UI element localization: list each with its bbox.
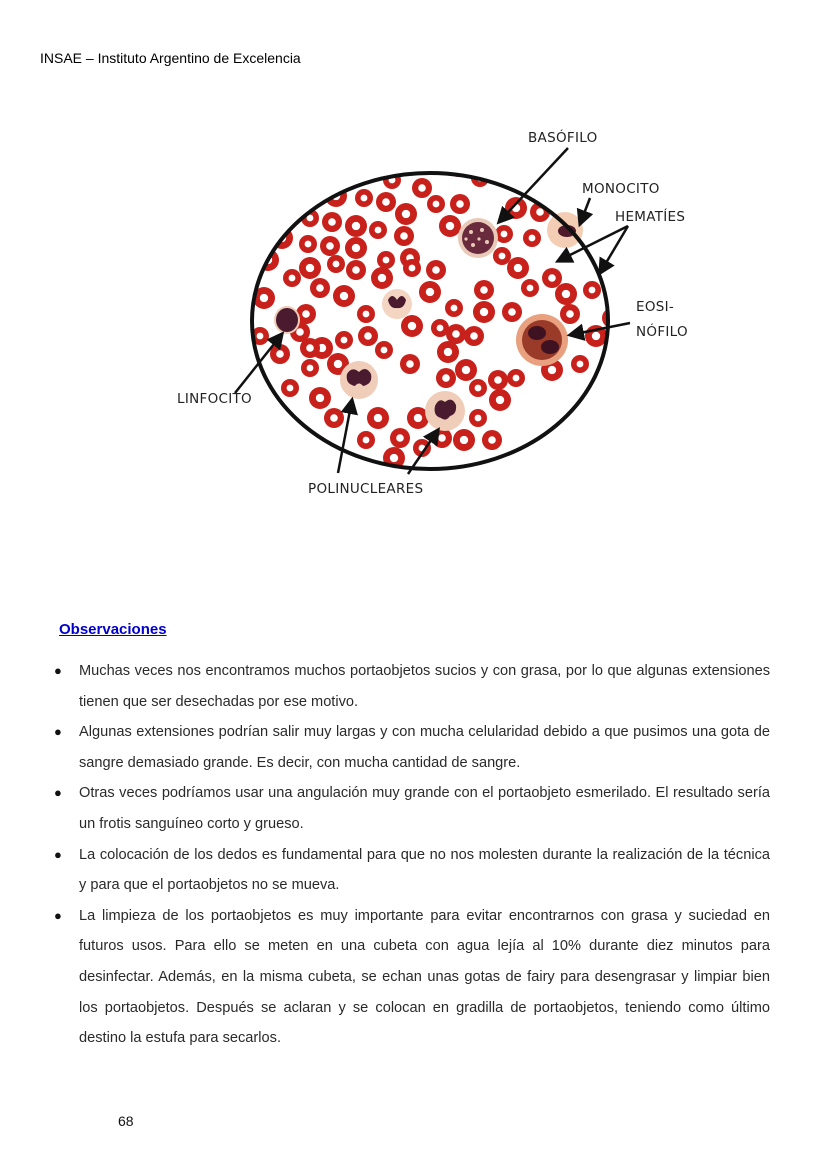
red-blood-cell [430, 152, 450, 172]
list-item-text: Otras veces podríamos usar una angulación muy grande con el portaobjeto esmerilado. El resultado sería un frotis sanguíneo corto y grueso. [79, 785, 770, 832]
red-blood-cell [412, 178, 432, 198]
red-blood-cell [333, 285, 355, 307]
red-blood-cell [324, 408, 344, 428]
observaciones-heading: Observaciones [59, 621, 167, 638]
red-blood-cell [507, 257, 529, 279]
red-blood-cell [583, 281, 601, 299]
blood-smear-figure [160, 118, 720, 508]
red-blood-cell [309, 387, 331, 409]
red-blood-cell [571, 355, 589, 373]
list-item [48, 656, 770, 717]
red-blood-cell [560, 304, 580, 324]
polynuclear-cell-3 [425, 391, 465, 431]
red-blood-cell [369, 221, 387, 239]
list-item [48, 901, 770, 1054]
list-item [48, 840, 770, 901]
list-item-text: La limpieza de los portaobjetos es muy importante para evitar encontrarnos con grasa y suciedad en futuros usos. Para ello se meten en una cubeta con agua lejía al 10% durante diez minutos para desinfectar. Además, en la misma cubeta, se echan unas gotas de fairy para desengrasar y limpiar bien los portaobjetos. Después se aclaran y se colocan en gradilla de portaobjetos, teniendo como último destino la estufa para secarlos. [79, 907, 770, 1047]
page-header: INSAE – Instituto Argentino de Excelencia [40, 50, 301, 66]
red-blood-cell [345, 215, 367, 237]
red-blood-cell [453, 429, 475, 451]
red-blood-cell [390, 428, 410, 448]
list-item-text: Muchas veces nos encontramos muchos portaobjetos sucios y con grasa, por lo que algunas extensiones tienen que ser desechadas por ese motivo. [79, 663, 770, 710]
list-item-text: Algunas extensiones podrían salir muy largas y con mucha celularidad debido a que pusimos una gota de sangre demasiado grande. Es decir, con mucha cantidad de sangre. [79, 724, 770, 771]
red-blood-cell [281, 379, 299, 397]
red-blood-cell [436, 368, 456, 388]
red-blood-cell [346, 260, 366, 280]
red-blood-cell [357, 305, 375, 323]
red-blood-cell [439, 215, 461, 237]
list-item [48, 717, 770, 778]
red-blood-cell [299, 257, 321, 279]
red-blood-cell [474, 280, 494, 300]
red-blood-cell [371, 267, 393, 289]
red-blood-cell [320, 236, 340, 256]
red-blood-cell [357, 431, 375, 449]
red-blood-cell [493, 247, 511, 265]
red-blood-cell [300, 338, 320, 358]
arrow-monocito [580, 198, 590, 224]
red-blood-cell [335, 331, 353, 349]
red-blood-cell [310, 278, 330, 298]
red-blood-cell [446, 324, 466, 344]
label-monocito: MONOCITO [582, 181, 660, 197]
red-blood-cell [375, 341, 393, 359]
eosinophil-cell [516, 314, 568, 366]
red-blood-cell [523, 229, 541, 247]
bullet-icon: ● [54, 846, 62, 862]
bullet-icon: ● [54, 663, 62, 678]
label-eosinofilo-1: EOSI- [636, 299, 675, 315]
red-blood-cell [394, 226, 414, 246]
red-blood-cell [505, 197, 527, 219]
red-blood-cell [427, 195, 445, 213]
red-blood-cell [445, 299, 463, 317]
label-linfocito: LINFOCITO [177, 391, 252, 407]
red-blood-cell [377, 251, 395, 269]
red-blood-cell [345, 237, 367, 259]
red-blood-cell [469, 379, 487, 397]
label-polinucleares: POLINUCLEARES [308, 481, 424, 497]
red-blood-cell [555, 283, 577, 305]
blood-smear-illustration [160, 118, 720, 508]
monocyte-cell [547, 212, 583, 248]
red-blood-cell [327, 255, 345, 273]
red-blood-cell [401, 315, 423, 337]
label-eosinofilo-2: NÓFILO [636, 324, 688, 340]
polynuclear-cell-1 [382, 289, 412, 319]
label-basofilo: BASÓFILO [528, 130, 598, 146]
bullet-icon: ● [54, 785, 62, 801]
red-blood-cell [507, 369, 525, 387]
red-blood-cell [400, 354, 420, 374]
bullet-icon: ● [54, 907, 62, 923]
red-blood-cell [521, 279, 539, 297]
polynuclear-cell-2 [340, 361, 378, 399]
red-blood-cell [419, 281, 441, 303]
red-blood-cell [542, 268, 562, 288]
red-blood-cell [437, 341, 459, 363]
red-blood-cell [455, 359, 477, 381]
label-hematies: HEMATÍES [615, 209, 686, 225]
red-blood-cell [482, 430, 502, 450]
page-number: 68 [118, 1113, 134, 1129]
red-blood-cell [301, 359, 319, 377]
bullet-icon: ● [54, 724, 62, 740]
red-blood-cell [283, 269, 301, 287]
red-blood-cell [473, 301, 495, 323]
red-blood-cell [395, 203, 417, 225]
red-blood-cell [403, 259, 421, 277]
red-blood-cell [367, 407, 389, 429]
red-blood-cell [450, 194, 470, 214]
red-blood-cell [432, 428, 452, 448]
red-blood-cell [489, 389, 511, 411]
observaciones-list [48, 656, 770, 1054]
red-blood-cell [426, 260, 446, 280]
red-blood-cell [502, 302, 522, 322]
red-blood-cell [299, 235, 317, 253]
red-blood-cell [469, 409, 487, 427]
red-blood-cell [488, 370, 508, 390]
red-blood-cell [358, 326, 378, 346]
red-blood-cell [464, 326, 484, 346]
red-blood-cell [322, 212, 342, 232]
lymphocyte-cell [274, 306, 300, 334]
basophil-cell [458, 218, 498, 258]
red-blood-cell [376, 192, 396, 212]
red-blood-cell [355, 189, 373, 207]
list-item-text: La colocación de los dedos es fundamental para que no nos molesten durante la realización de la técnica y para que el portaobjetos no se mueva. [79, 846, 770, 894]
list-item [48, 778, 770, 839]
